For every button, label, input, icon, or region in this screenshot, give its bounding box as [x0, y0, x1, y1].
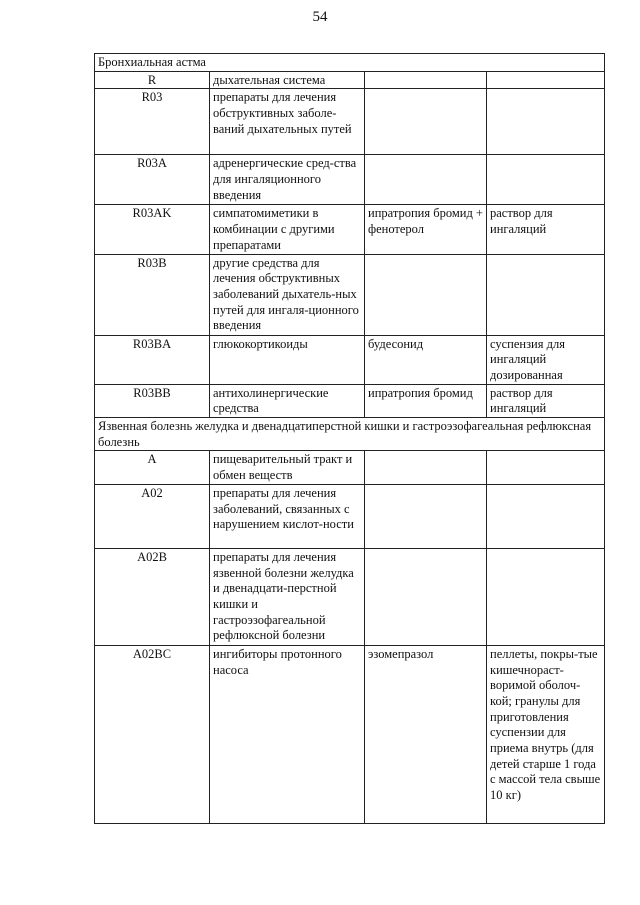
drug-name: ипратропия бромид: [365, 384, 487, 417]
table-row: [95, 205, 605, 254]
drug-name: [365, 71, 487, 89]
table-row: [95, 89, 605, 155]
table-row: [95, 548, 605, 645]
table-row: [95, 335, 605, 384]
atc-code: R03AK: [95, 205, 210, 254]
drug-name: ипратропия бромид + фенотерол: [365, 205, 487, 254]
drug-name: [365, 254, 487, 335]
drug-table: [94, 53, 605, 824]
dosage-form: раствор для ингаляций: [487, 205, 605, 254]
drug-name: эзомепразол: [365, 645, 487, 823]
drug-name: будесонид: [365, 335, 487, 384]
dosage-form: [487, 155, 605, 205]
dosage-form: [487, 254, 605, 335]
dosage-form: раствор для ингаляций: [487, 384, 605, 417]
section-title: Бронхиальная астма: [95, 54, 605, 72]
atc-code: A02: [95, 484, 210, 548]
table-row: [95, 384, 605, 417]
dosage-form: [487, 484, 605, 548]
drug-name: [365, 484, 487, 548]
table-row: [95, 254, 605, 335]
dosage-form: [487, 451, 605, 484]
atc-group-name: антихолинергические средства: [210, 384, 365, 417]
atc-group-name: препараты для лечения язвенной болезни желудка и двенадцати-перстной кишки и гастроэзофагеальной рефлюксной болезни: [210, 548, 365, 645]
atc-group-name: дыхательная система: [210, 71, 365, 89]
table-row: [95, 451, 605, 484]
table-row: [95, 484, 605, 548]
atc-code: R: [95, 71, 210, 89]
atc-code: R03B: [95, 254, 210, 335]
table-row: [95, 71, 605, 89]
atc-group-name: глюкокортикоиды: [210, 335, 365, 384]
table-row: [95, 155, 605, 205]
section-header-row: [95, 54, 605, 72]
atc-group-name: пищеварительный тракт и обмен веществ: [210, 451, 365, 484]
dosage-form: пеллеты, покры-тые кишечнораст-воримой оболоч-кой; гранулы для приготовления суспензии для приема внутрь (для детей старше 1 года с массой тела свыше 10 кг): [487, 645, 605, 823]
drug-name: [365, 89, 487, 155]
atc-group-name: адренергические сред-ства для ингаляционного введения: [210, 155, 365, 205]
dosage-form: [487, 548, 605, 645]
atc-group-name: другие средства для лечения обструктивных заболеваний дыхатель-ных путей для ингаля-ционного введения: [210, 254, 365, 335]
dosage-form: [487, 71, 605, 89]
atc-group-name: симпатомиметики в комбинации с другими препаратами: [210, 205, 365, 254]
drug-name: [365, 451, 487, 484]
atc-group-name: препараты для лечения заболеваний, связанных с нарушением кислот-ности: [210, 484, 365, 548]
atc-code: R03A: [95, 155, 210, 205]
section-title: Язвенная болезнь желудка и двенадцатиперстной кишки и гастроэзофагеальная рефлюксная болезнь: [95, 418, 605, 451]
drug-name: [365, 548, 487, 645]
table-row: [95, 645, 605, 823]
atc-code: R03BA: [95, 335, 210, 384]
atc-code: A02BC: [95, 645, 210, 823]
page-number: 54: [312, 9, 328, 25]
dosage-form: суспензия для ингаляций дозированная: [487, 335, 605, 384]
dosage-form: [487, 89, 605, 155]
atc-code: R03: [95, 89, 210, 155]
atc-group-name: ингибиторы протонного насоса: [210, 645, 365, 823]
atc-group-name: препараты для лечения обструктивных заболе-ваний дыхательных путей: [210, 89, 365, 155]
drug-name: [365, 155, 487, 205]
atc-code: R03BB: [95, 384, 210, 417]
atc-code: A02B: [95, 548, 210, 645]
section-header-row: [95, 418, 605, 451]
atc-code: A: [95, 451, 210, 484]
